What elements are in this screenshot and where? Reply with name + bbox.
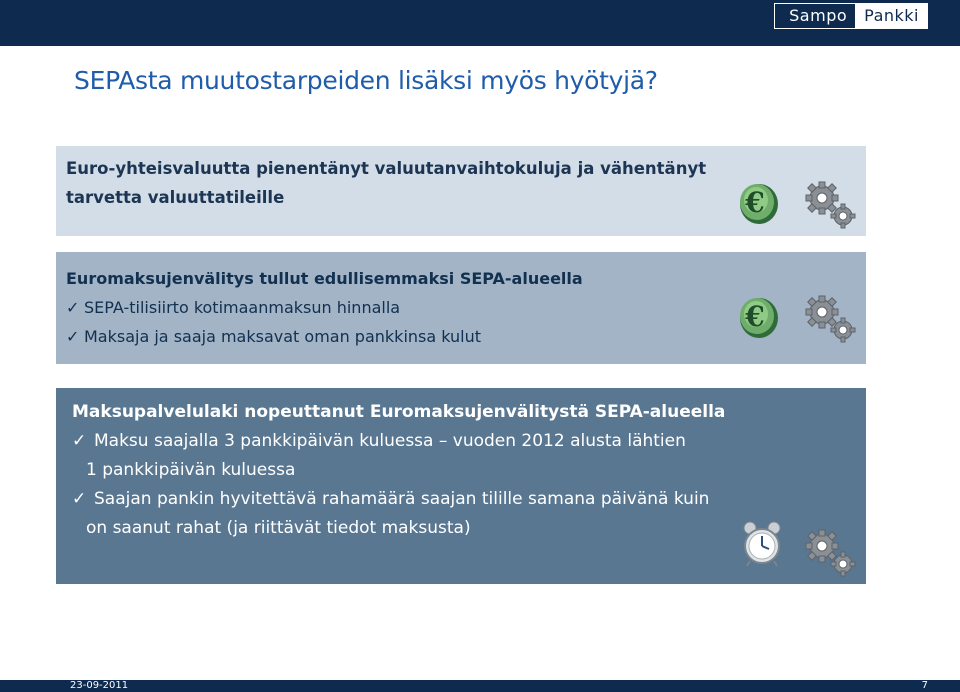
logo-pankki-text: Pankki: [856, 4, 927, 28]
check-icon: ✓: [66, 298, 80, 317]
box3-item-1-line-1: Maksu saajalla 3 pankkipäivän kuluessa – vuoden 2012 alusta lähtien: [94, 431, 686, 451]
box2-heading: Euromaksujenvälitys tullut edullisemmaksi SEPA-alueella: [66, 269, 583, 288]
euro-icon: [736, 180, 782, 226]
gears-icon: [804, 528, 858, 578]
box3-item-2-line-1: Saajan pankin hyvitettävä rahamäärä saajan tilille samana päivänä kuin: [94, 489, 710, 509]
footer-page-number: 7: [921, 680, 928, 691]
check-icon: ✓: [72, 489, 87, 509]
gears-icon: [804, 180, 858, 230]
slide-title: SEPAsta muutostarpeiden lisäksi myös hyötyjä?: [74, 66, 658, 95]
gears-icon: [804, 294, 858, 344]
logo-sampo-text: Sampo: [775, 4, 856, 28]
box2-item-2: Maksaja ja saaja maksavat oman pankkinsa kulut: [84, 327, 482, 346]
alarm-clock-icon: [740, 520, 784, 568]
box2-item-1: SEPA-tilisiirto kotimaanmaksun hinnalla: [84, 298, 401, 317]
list-item: [72, 427, 850, 456]
footer-bar: [0, 680, 960, 692]
top-bar: [0, 0, 960, 46]
box1-line-1: Euro-yhteisvaluutta pienentänyt valuutanvaihtokuluja ja vähentänyt: [66, 159, 707, 178]
euro-icon: [736, 294, 782, 340]
box3-item-2-line-2: on saanut rahat (ja riittävät tiedot maksusta): [86, 518, 471, 538]
box3-heading: Maksupalvelulaki nopeuttanut Euromaksujenvälitystä SEPA-alueella: [72, 402, 726, 422]
svg-text:€: €: [745, 300, 765, 333]
footer-date: 23-09-2011: [70, 680, 129, 691]
svg-text:€: €: [745, 186, 765, 219]
box1-line-2: tarvetta valuuttatileille: [66, 188, 285, 207]
list-item: [72, 485, 850, 514]
sampo-pankki-logo: [774, 3, 928, 29]
box3-item-1-line-2: 1 pankkipäivän kuluessa: [86, 460, 296, 480]
check-icon: ✓: [72, 431, 87, 451]
check-icon: ✓: [66, 327, 80, 346]
